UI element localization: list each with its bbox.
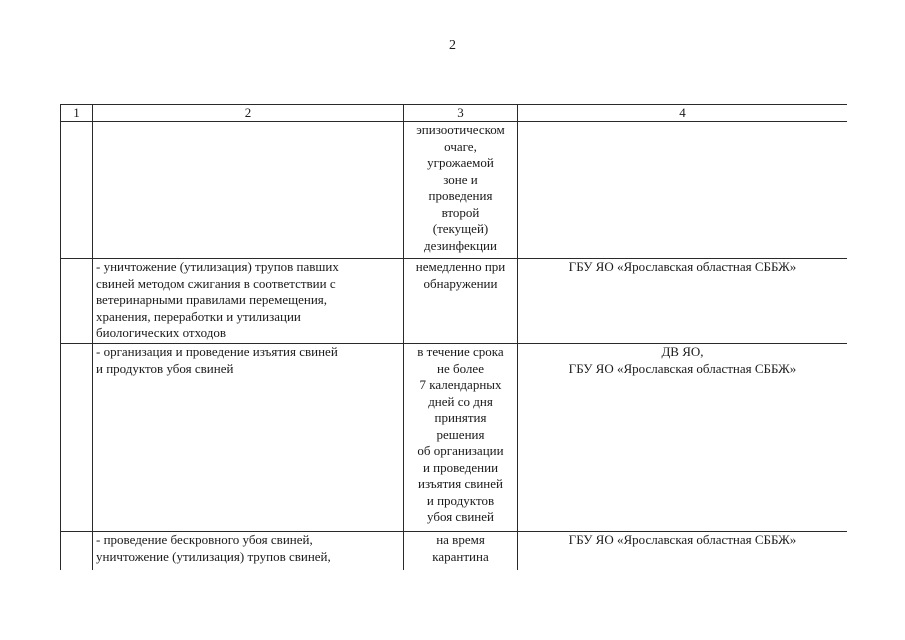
cell-text-line: на время [436,532,485,547]
cell-text-line: биологических отходов [96,325,226,340]
cell-text-line: второй [441,204,480,220]
cell-text-line: 7 календарных [419,377,502,392]
cell-text-line: карантина [432,548,489,564]
cell-text-line: уничтожение (утилизация) трупов свиней, [96,548,331,564]
cell-text-line: не более [437,360,484,376]
cell-text-line: ГБУ ЯО «Ярославская областная СББЖ» [568,259,797,274]
cell-col-2 [93,344,404,532]
cell-text-line: эпизоотическом [416,122,505,137]
measures-table [60,104,847,570]
header-col-1: 1 [61,105,93,122]
cell-col-2 [93,122,404,259]
cell-text-line: угрожаемой [427,155,494,170]
cell-col-4 [518,122,848,259]
table-body [61,122,848,571]
cell-text-line: решения [436,426,485,442]
cell-text-line: ДВ ЯО, [661,344,704,359]
cell-text-line: об организации [417,443,504,458]
cell-col-3 [404,122,518,259]
cell-text-line: проведения [428,188,493,203]
cell-col-2 [93,532,404,571]
cell-col-4 [518,344,848,532]
header-col-2: 2 [93,105,404,122]
cell-col-3 [404,532,518,571]
cell-text-line: очаге, [444,138,477,154]
table-row [61,259,848,344]
table-row [61,344,848,532]
table-row [61,532,848,571]
cell-text-line: дезинфекции [424,237,497,253]
page-number: 2 [449,38,456,53]
cell-text-line: убоя свиней [427,509,494,524]
cell-text-line: изъятия свиней [418,476,503,491]
cell-col-2 [93,259,404,344]
cell-text-line: ГБУ ЯО «Ярославская областная СББЖ» [568,532,797,547]
cell-text-line: - организация и проведение изъятия свиней [96,344,338,359]
cell-col-4 [518,259,848,344]
cell-col-1 [61,122,93,259]
cell-text-line: ветеринарными правилами перемещения, [96,292,328,307]
cell-col-1 [61,344,93,532]
cell-col-1 [61,532,93,571]
cell-text-line: свиней методом сжигания в соответствии с [96,275,336,291]
cell-text-line: немедленно при [415,259,506,274]
cell-text-line: - проведение бескровного убоя свиней, [96,532,313,547]
cell-text-line: и продуктов [426,492,495,508]
cell-text-line: дней со дня [428,393,493,409]
cell-text-line: обнаружении [423,275,498,291]
cell-text-line: в течение срока [417,344,504,359]
cell-col-4 [518,532,848,571]
header-col-3: 3 [404,105,518,122]
header-col-4: 4 [518,105,848,122]
cell-col-3 [404,344,518,532]
header-row [61,105,848,122]
table-row [61,122,848,259]
cell-text-line: зоне и [443,171,478,187]
cell-text-line: ГБУ ЯО «Ярославская областная СББЖ» [568,360,797,376]
cell-text-line: и продуктов убоя свиней [96,360,234,376]
cell-text-line: - уничтожение (утилизация) трупов павших [96,259,339,274]
measures-table-container [60,104,847,570]
cell-text-line: принятия [434,410,487,425]
cell-text-line: хранения, переработки и утилизации [96,308,301,324]
cell-col-3 [404,259,518,344]
cell-text-line: и проведении [422,459,499,475]
cell-col-1 [61,259,93,344]
cell-text-line: (текущей) [432,221,489,236]
